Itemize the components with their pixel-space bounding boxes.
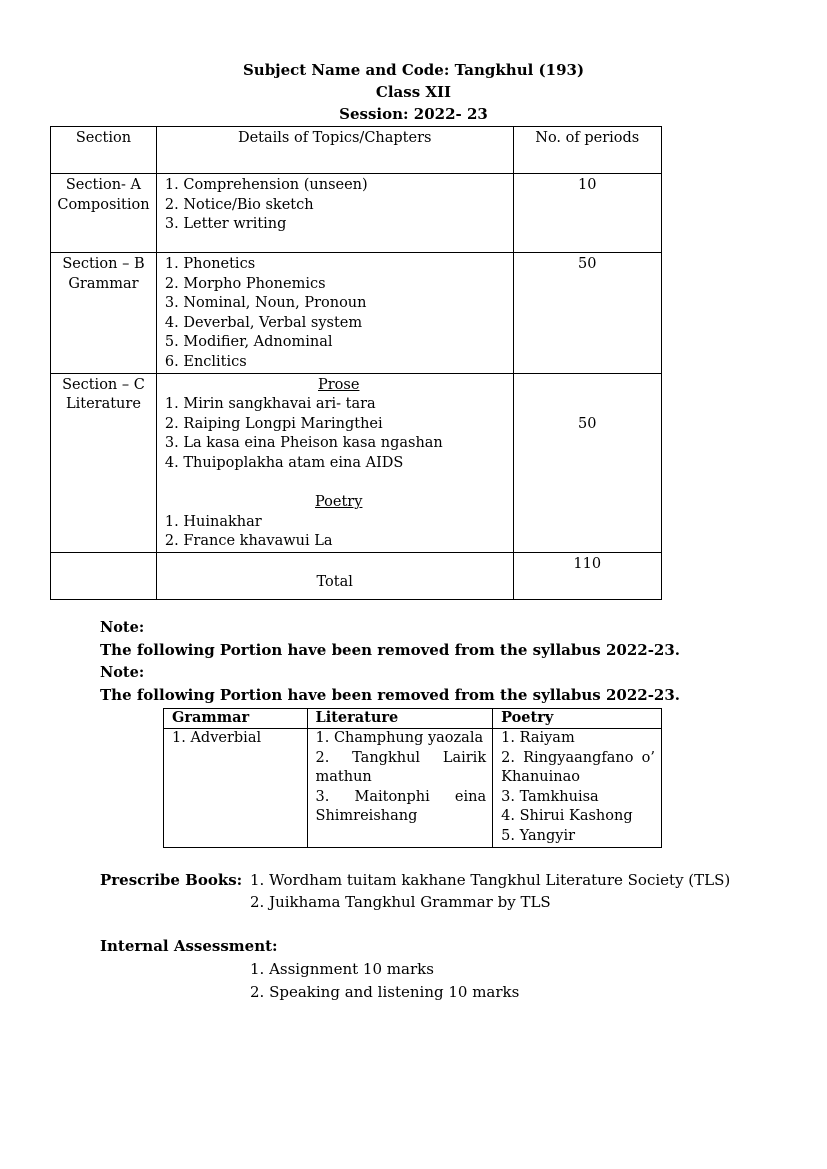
- list-item: 2. Tangkhul Lairik: [315, 749, 487, 766]
- col-header-periods: No. of periods: [513, 127, 661, 174]
- removed-literature-cell: [307, 729, 493, 848]
- list-item: 4. Shirui Kashong: [501, 808, 633, 825]
- list-item: 1. Comprehension (unseen): [164, 177, 368, 193]
- list-item: 1. Huinakhar: [164, 513, 262, 530]
- list-item: 5. Modifier, Adnominal: [164, 334, 333, 351]
- prescribe-books-label: Prescribe Books:: [100, 871, 243, 889]
- list-item: 1. Adverbial: [172, 730, 262, 746]
- subject-title: Subject Name and Code: Tangkhul (193): [242, 61, 585, 79]
- list-item-cont: Shimreishang: [315, 808, 418, 825]
- table-row: [51, 253, 662, 374]
- internal-assessment-label: Internal Assessment:: [100, 937, 278, 955]
- assessment-item-1: 1. Assignment 10 marks: [250, 960, 434, 978]
- list-item: 2. Notice/Bio sketch: [164, 196, 314, 213]
- section-b-name: [51, 253, 157, 374]
- removed-header-row: [164, 709, 662, 729]
- table-row: [51, 373, 662, 552]
- list-item: 3. Tamkhuisa: [501, 788, 599, 805]
- section-c-items: [156, 373, 513, 552]
- section-c-periods: 50: [513, 373, 661, 552]
- section-c-name: [51, 373, 157, 552]
- list-item: 1. Champhung yaozala: [315, 730, 484, 746]
- syllabus-table: [50, 126, 662, 600]
- section-a-label: Section- A: [65, 177, 142, 193]
- prescribe-book-1: 1. Wordham tuitam kakhane Tangkhul Literature Society (TLS): [250, 871, 731, 889]
- list-item: 3. Maitonphi eina: [315, 788, 487, 805]
- total-label: Total: [156, 552, 513, 599]
- prescribe-book-2: 2. Juikhama Tangkhul Grammar by TLS: [250, 893, 551, 911]
- poetry-heading: Poetry: [315, 494, 363, 511]
- list-item: 6. Enclitics: [164, 353, 247, 370]
- table-row: [51, 174, 662, 253]
- list-item: 2. Ringyaangfano o’: [501, 749, 655, 766]
- list-item-cont: Khanuinao: [501, 769, 580, 786]
- col-header-details: Details of Topics/Chapters: [156, 127, 513, 174]
- list-item: 3. La kasa eina Pheison kasa ngashan: [164, 435, 443, 452]
- removed-poetry-cell: [493, 729, 662, 848]
- list-item: 1. Mirin sangkhavai ari- tara: [164, 396, 376, 413]
- table-header-row: [51, 127, 662, 174]
- section-a-items: [156, 174, 513, 253]
- removed-portion-table: [163, 708, 662, 848]
- note-label-2: Note:: [100, 664, 145, 681]
- list-item-cont: mathun: [315, 769, 372, 786]
- section-c-sub: Literature: [65, 396, 141, 413]
- class-title: Class XII: [375, 83, 452, 101]
- total-periods: 110: [513, 552, 661, 599]
- table-row: [164, 729, 662, 848]
- note-label-1: Note:: [100, 619, 145, 636]
- col-header-section: Section: [51, 127, 157, 174]
- list-item: 2. Raiping Longpi Maringthei: [164, 415, 383, 432]
- col-header-poetry: Poetry: [493, 709, 662, 729]
- list-item: 4. Thuipoplakha atam eina AIDS: [164, 454, 404, 471]
- assessment-item-2: 2. Speaking and listening 10 marks: [250, 983, 520, 1001]
- note-text-2: The following Portion have been removed from the syllabus 2022-23.: [100, 686, 681, 704]
- col-header-literature: Literature: [307, 709, 493, 729]
- section-b-items: [156, 253, 513, 374]
- list-item: 2. France khavawui La: [164, 533, 333, 550]
- total-row: [51, 552, 662, 599]
- section-a-name: [51, 174, 157, 253]
- section-a-periods: 10: [513, 174, 661, 253]
- removed-grammar-cell: [164, 729, 308, 848]
- list-item: 4. Deverbal, Verbal system: [164, 314, 363, 331]
- total-empty-cell: [51, 552, 157, 599]
- list-item: 1. Phonetics: [164, 256, 256, 272]
- section-b-sub: Grammar: [68, 275, 139, 292]
- list-item: 1. Raiyam: [501, 730, 575, 746]
- list-item: 5. Yangyir: [501, 827, 576, 844]
- section-a-sub: Composition: [57, 196, 150, 213]
- list-item: 2. Morpho Phonemics: [164, 275, 326, 292]
- list-item: 3. Letter writing: [164, 216, 287, 233]
- section-b-label: Section – B: [62, 256, 145, 272]
- prose-heading: Prose: [317, 376, 360, 393]
- list-item: 3. Nominal, Noun, Pronoun: [164, 295, 367, 312]
- note-text-1: The following Portion have been removed from the syllabus 2022-23.: [100, 641, 681, 659]
- section-b-periods: 50: [513, 253, 661, 374]
- col-header-grammar: Grammar: [164, 709, 308, 729]
- section-c-label: Section – C: [62, 376, 145, 393]
- session-title: Session: 2022- 23: [339, 105, 488, 123]
